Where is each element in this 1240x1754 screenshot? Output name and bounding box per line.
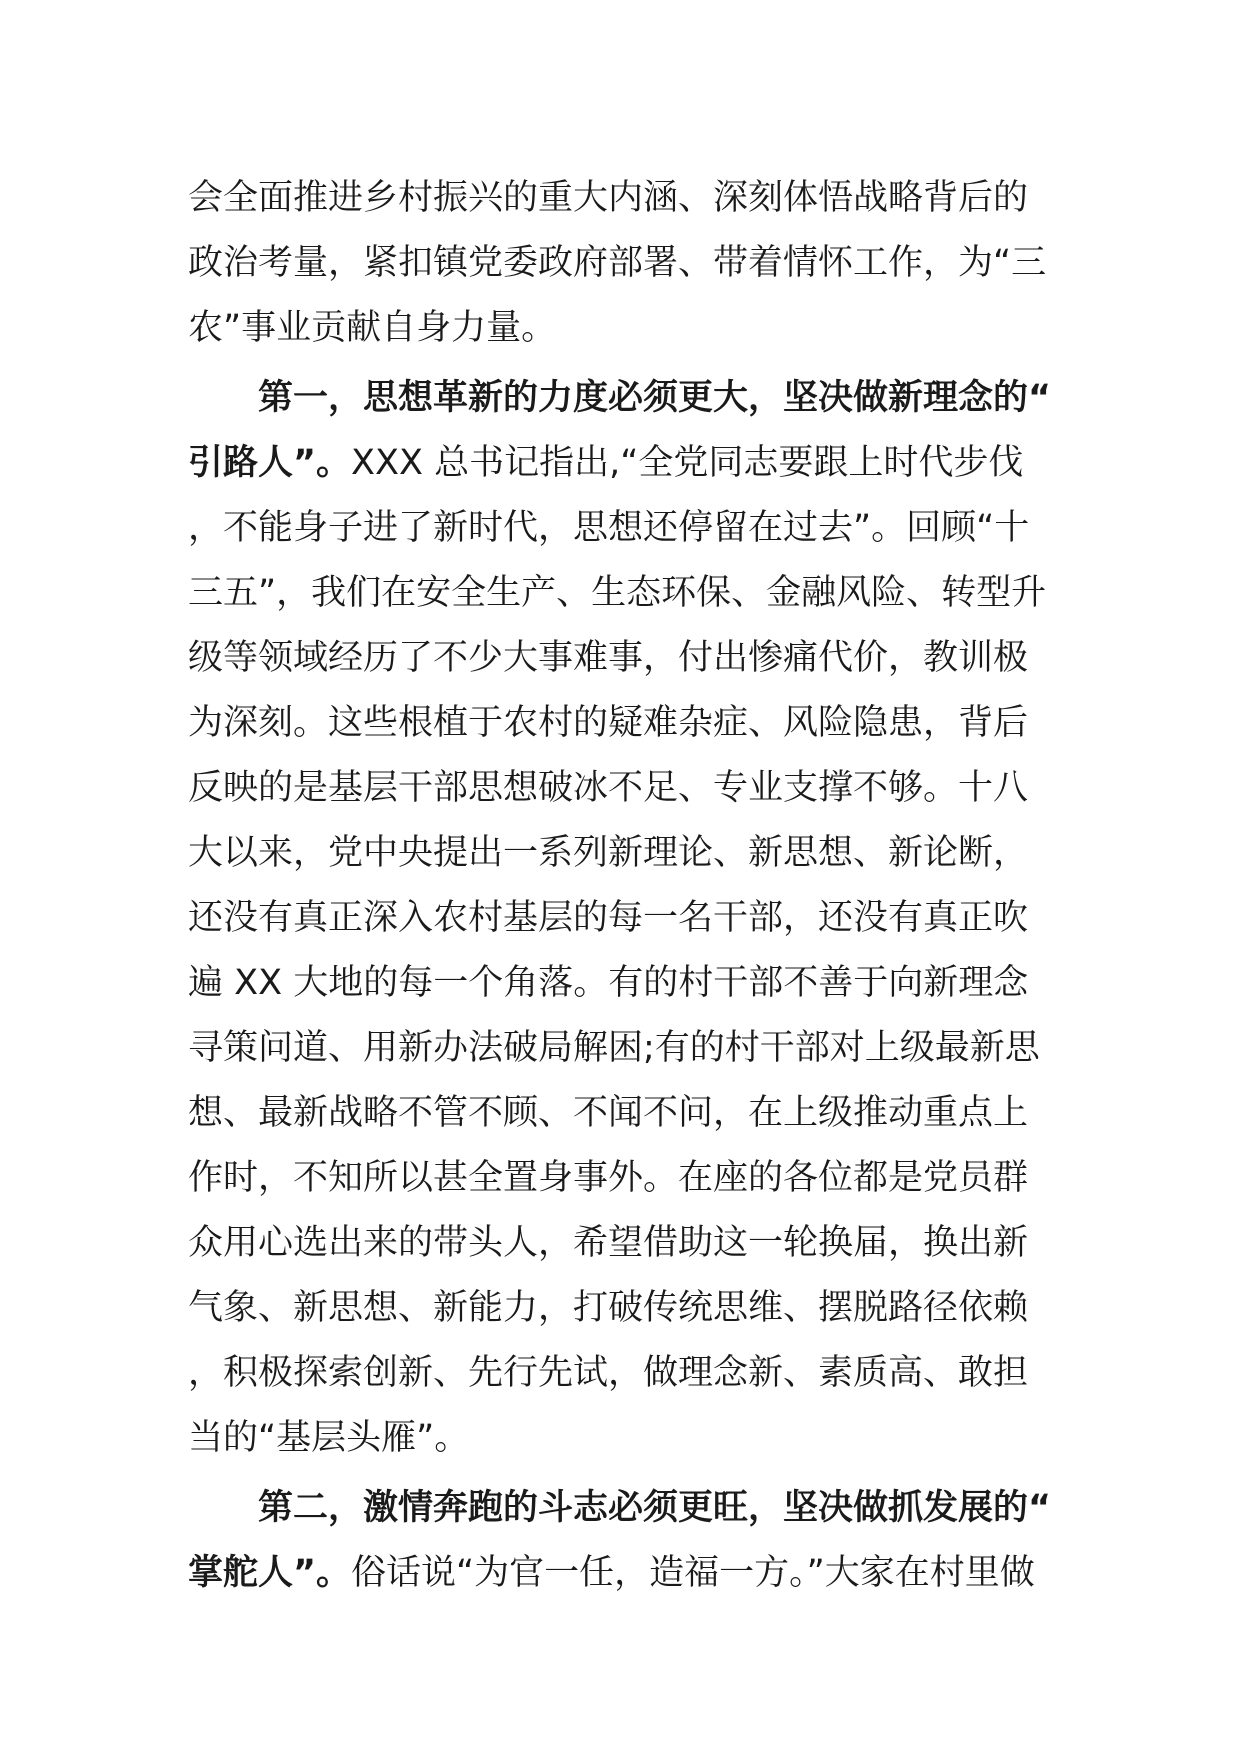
paragraph-point-one <box>188 366 1056 1471</box>
paragraph-heading: 第二，激情奔跑的斗志必须更旺，坚决做抓发展的“掌舵人”。 <box>188 1488 1052 1593</box>
paragraph-continuation <box>188 166 1056 361</box>
paragraph-text: 会全面推进乡村振兴的重大内涵、深刻体悟战略背后的政治考量，紧扣镇党委政府部署、带着情怀工作，为“三农”事业贡献自身力量。 <box>188 178 1047 348</box>
paragraph-text: 俗话说“为官一任，造福一方。”大家在村里做 <box>351 1553 1035 1593</box>
paragraph-heading: 第一，思想革新的力度必须更大，坚决做新理念的“引路人”。 <box>188 378 1052 483</box>
paragraph-text: XXX 总书记指出,“全党同志要跟上时代步伐，不能身子进了新时代，思想还停留在过去”。回顾“十三五”，我们在安全生产、生态环保、金融风险、转型升级等领域经历了不少大事难事，付出惨痛代价，教训极为深刻。这些根植于农村的疑难杂症、风险隐患，背后反映的是基层干部思想破冰不足、专业支撑不够。十八大以来，党中央提出一系列新理论、新思想、新论断，还没有真正深入农村基层的每一名干部，还没有真正吹遍 XX 大地的每一个角落。有的村干部不善于向新理念寻策问道、用新办法破局解困;有的村干部对上级最新思想、最新战略不管不顾、不闻不问，在上级推动重点上作时，不知所以甚全置身事外。在座的各位都是党员群众用心选出来的带头人，希望借助这一轮换届，换出新气象、新思想、新能力，打破传统思维、摆脱路径依赖，积极探索创新、先行先试，做理念新、素质高、敢担当的“基层头雁”。 <box>188 443 1047 1458</box>
paragraph-point-two <box>188 1476 1056 1606</box>
document-page <box>188 166 1056 1611</box>
